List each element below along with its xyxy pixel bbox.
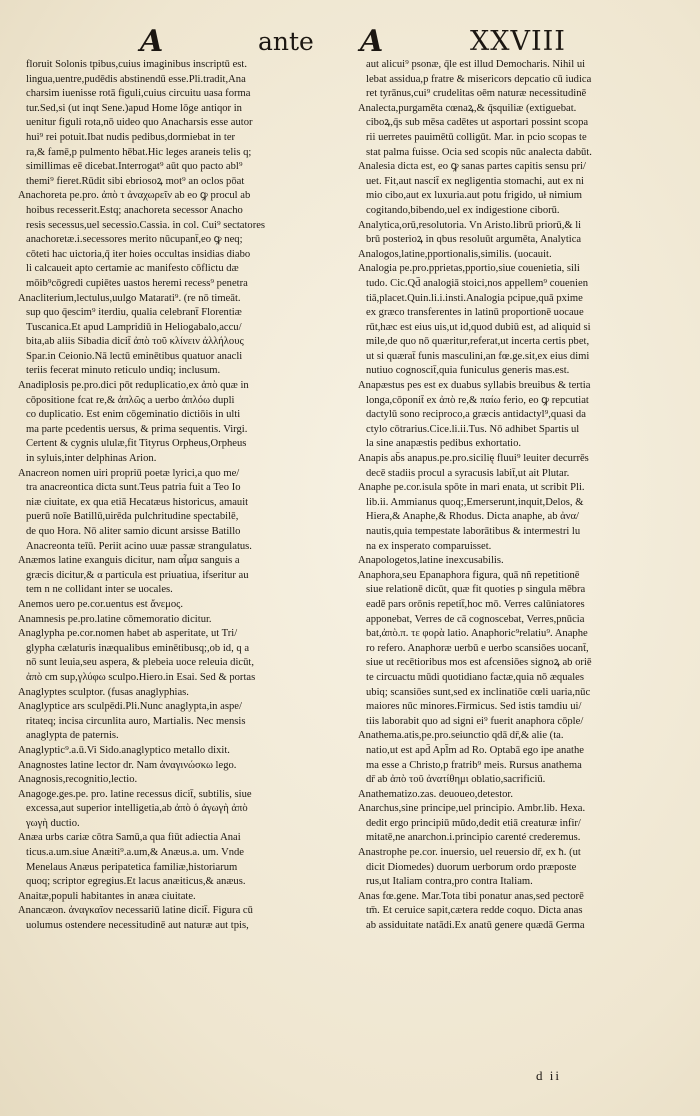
entry-headword-line: Anaglyptes sculptor. (fusas anaglyphias. [18,686,189,698]
text-line: brū posterioꝝ in qbus resoluūt argumēta, Analytica [366,234,582,246]
text-line: decē stadiis procul a syracusis labit̄,ut ait Plutar. [366,467,570,479]
text-line: niæ ciuitate, ex qua etiā Hecatæus historicus, amauit [26,496,249,508]
text-line: tudo. Cic.Qd̄ analogiā stoici,nos appellem⁹ couenien [366,277,588,289]
header-word: ante [258,27,314,56]
entry-headword-line: Anaglyptice ars sculpēdi.Pli.Nunc anaglypta,in aspe/ [18,701,242,713]
entry-headword-line: Anapis ab̄s anapus.pe.pro.sicilię fluui⁹ leuiter decurrēs [358,453,589,465]
text-line: maiores nūc minores.Firmicus. Sed istis tamdiu ui/ [366,701,582,713]
text-line: siue relationē dicūt, quæ fit quoties p singula mēbra [366,584,586,596]
text-line: dedit ergo principiū mūdo,dedit etiā creaturæ infir/ [366,817,581,829]
entry-headword-line: Anapæstus pes est ex duabus syllabis breuibus & tertia [358,380,591,392]
text-line: ctylo cōtrarius.Cice.li.ii.Tus. Nō adhibet Spartis ul [366,423,580,435]
text-line: ma esse a Christo,p fratrib⁹ meis. Rursus anathema [366,759,582,771]
text-line: ret tyrānus,cui⁹ crudelitas oēm naturæ necessitudinē [366,88,587,100]
entry-headword-line: Anagnosis,recognitio,lectio. [18,774,138,786]
entry-headword-line: Analogia pe.pro.pprietas,pportio,siue couenietia, sili [358,263,580,275]
entry-headword-line: Anagoge.ges.pe. pro. latine recessus dicit̄, subtilis, siue [18,788,252,800]
text-line: ticus.a.um.siue Anæiti⁹.a.um,& Anæus.a. um. Vnde [26,847,245,859]
text-line: dactylū sono reciproco,a græcis antidactyl⁹,quasi da [366,409,586,421]
text-line: rus,ut Italiam contra,pro contra Italiam. [366,876,533,888]
text-line: Spar.in Ceionio.Nā lectū eminētibus quatuor anacli [26,350,243,362]
text-line: nautis,quia tempestate laborātibus & intermestri lu [366,526,581,537]
text-line: rūt,hæc est eius uis,ut id,quod dubiū est, ad aliquid si [366,321,591,333]
text-line: Tuscanica.Et apud Lampridiū in Heliogabalo,accu/ [26,321,242,333]
text-line: uolumus ostendere necessitudinē aut naturæ aut tpis, [26,920,249,932]
text-line: ciboꝝ,q̄s sub mēsa cadētes ut asportari possint scopa [366,117,589,129]
entry-headword-line: Anamnesis pe.pro.latine cōmemoratio dicitur. [18,613,212,625]
entry-headword-line: Anapologetos,latine inexcusabilis. [358,555,504,567]
entry-headword-line: Anaphora,seu Epanaphora figura, quā nñ repetitionē [358,569,580,581]
entry-headword-line: Anachoreta pe.pro. ἀπὸ τ ἀναχωρεῖν ab eo ꝙ procul ab [18,190,251,202]
text-line: ἀπὸ cm sup,γλύφω sculpo.Hiero.in Esai. Sed & portas [26,671,256,683]
text-line: uet. Fit,aut nascit̄ ex negligentia stomachi, aut ex ni [366,175,584,187]
text-line: stat palma fuisse. Ocia sed scopis nūc analecta dabūt. [366,146,592,158]
text-line: ut si quærat̄ funis masculini,an fœ.ge.sit,ex eius dimi [366,350,590,362]
text-line: anachoretæ.i.secessores merito nūcupant̄,eo ꝙ neq; [26,234,243,246]
text-line: Certent & cygnis ululæ,fit Tityrus Orpheus,Orpheus [26,438,247,450]
text-line: γωγὴ ductio. [26,817,80,829]
text-line: aut alicui⁹ psonæ, q̄le est illud Democharis. Nihil ui [366,59,586,70]
text-line: græcis dicitur,& α particula est priuatiua, ifseritur au [26,569,249,581]
text-line: cōteti hac uictoria,q̄ iter hoies occultas insidias diabo [26,248,251,260]
text-line: puerū noīe Batillū,uirēda pulchritudine spectabilē, [26,511,239,523]
text-line: rii uerretes pauimētū colligūt. Mar. in pcio scopas te [366,131,587,143]
text-line: ab assiduitate natādi.Ex anatū genere quædā Germa [366,920,585,932]
text-line: in syluis,inter delphinas Arion. [26,453,157,465]
text-line: hui⁹ rei potuit.Ibat nudis pedibus,dormiebat in ter [26,131,236,143]
text-line: hoibus recesserit.Estq; anachoreta secessor Anacho [26,204,243,216]
text-line: Menelaus Anæus peripatetica familiæ,historiarum [26,861,238,873]
entry-headword-line: Analesia dicta est, eo ꝙ sanas partes capitis sensu pri/ [358,161,587,173]
header-initial-left: A [140,24,164,59]
text-line: uenitur figuli rota,nō uideo quo Anacharsis esse autor [26,117,253,129]
text-line: glypha cælaturis inæqualibus eminētibusq;,ob id, q a [26,642,250,654]
text-line: li calcaueit apto certamie ac manifesto cōflictu dæ [26,263,239,275]
text-line: dicit Diomedes) duorum uerborum ordo præposte [366,861,577,873]
entry-headword-line: Anæmos latine exanguis dicitur, nam αἷμα sanguis a [18,555,240,567]
text-line: tra anacreontica dicta sunt.Teus patria fuit a Teo Io [26,482,241,494]
text-line: ex græco transferentes in latinū proportionē uocaue [366,307,584,319]
text-line: Anacreonta teīū. Periit acino uuæ passæ strangulatus. [26,540,252,552]
text-line: ma parte pcedentis uersus, & prima sequentis. Virgi. [26,423,248,435]
text-line: bat,ἀπὸ.π. τε φορὰ latio. Anaphoric⁹relatiu⁹. Anaphe [366,628,588,640]
text-line: anaglypta de paternis. [26,730,119,742]
entry-headword-line: Anagnostes latine lector dr. Nam ἀναγινώσκω lego. [18,759,237,771]
text-line: cōpositione fcat re,& ἁπλῶς a uerbo ἁπλόω dupli [26,394,235,406]
text-line: quoq; scriptor egregius.Et lacus anæiticus,& anæus. [26,876,246,888]
text-line: resis secessus,uel secessio.Cassia. in col. Cui⁹ sectatores [26,219,266,231]
text-line: teriis fecerat minuto reticulo undiq; inclusum. [26,365,221,377]
text-column-left [18,58,320,934]
text-line: ritateq; incisa circunlita auro, Martialis. Nec mensis [26,715,246,727]
folio-number: XXVIII [470,26,566,57]
running-header [140,22,660,62]
text-line: lebat assidua,p fratre & misericors depcatio cū iudica [366,73,592,85]
text-line: mitatē,ne anarchon.i.principio carenté crederemus. [366,832,581,844]
text-line: nutiuo cognoscit̄,quia funiculus generis mas.est. [366,365,570,377]
text-line: natio,ut est apd̄ Apl̄m ad Ro. Optabā ego ipe anathe [366,744,584,756]
entry-headword-line: Anaphe pe.cor.isula spōte in mari enata, ut scribit Pli. [358,482,585,494]
text-line: bita,ab aliis Sibadia dicit̄ ἀπὸ τοῦ κλίνειν ἀλλήλους [26,336,244,348]
entry-headword-line: Analytica,orū,resolutoria. Vn Aristo.librū priorū,& li [358,219,582,231]
text-line: dr̄ ab ἀπὸ τοῦ ἀνατίθημι oblatio,sacrificiū. [366,774,546,786]
text-line: longa,cōponit̄ ex ἀπὸ re,& παίω ferio, eo ꝙ repcutiat [366,394,589,406]
text-line: tiā,placet.Quin.li.i.insti.Analogia pcipue,quā pxime [366,292,583,304]
entry-headword-line: Analecta,purgamēta cœnaꝝ,& q̄squiliæ (extiguebat. [358,102,577,114]
text-line: siue ut recētioribus mos est afcensiōes signoꝝ ab oriē [366,657,592,669]
text-line: mio cibo,aut ex luxuria.aut potu frigido, uł nimium [366,190,582,202]
text-line: na ex insperato comparuisset. [366,540,492,552]
header-initial-right: A [360,24,384,59]
text-line: de quo Hora. Nō aliter samio dicunt arsisse Batillo [26,526,241,537]
entry-headword-line: Anancæon. ἀναγκαῖον necessariū latine dicit̄. Figura cū [18,905,253,917]
text-line: lingua,uentre,pudēdis abstinendū esse.Pli.tradit,Ana [26,73,246,85]
text-line: cogitando,bibendo,uel ex indigestione ciborū. [366,204,560,216]
entry-headword-line: Anarchus,sine principe,uel principio. Ambr.lib. Hexa. [358,803,586,815]
entry-headword-line: Anathema.atis,pe.pro.seiunctio qdā dr̄,& alie (ta. [358,730,564,742]
text-line: simillimas eē dicebat.Interrogat⁹ aūt quo pacto abl⁹ [26,161,243,173]
text-column-right [358,58,664,934]
text-line: tem n ne collidant inter se uocales. [26,584,173,596]
entry-headword-line: Anaitæ,populi habitantes in anæa ciuitate. [18,890,196,902]
text-line: mile,de quo nō quæritur,referat,ut incerta certis pbet, [366,336,590,348]
entry-headword-line: Analogos,latine,pportionalis,similis. (uocauit. [358,248,552,260]
text-line: tur.Sed,si (ut inqt Sene.)apud Home lōge antiqor in [26,102,242,114]
signature-mark: d ii [536,1068,561,1083]
entry-headword-line: Anacliterium,lectulus,uulgo Matarati⁹. (re nō timeāt. [18,292,241,304]
entry-headword-line: Anastrophe pe.cor. inuersio, uel reuersio dr̄, ex ħ. (ut [358,847,581,859]
text-line: lib.ii. Ammianus quoq;,Emerserunt,inquit,Delos, & [366,496,584,508]
entry-headword-line: Anathematizo.zas. deuoueo,detestor. [358,788,514,800]
entry-headword-line: Anadiplosis pe.pro.dici pōt reduplicatio,ex ἀπὸ quæ in [18,380,249,392]
text-line: co duplicatio. Est enim cōgeminatio dictiōis in ulti [26,409,241,421]
text-line: apponebat, Verres de cā cognoscebat, Verres,pnūcia [366,613,585,625]
text-line: mōib⁹cōgredi cupiētes uastos heremi recess⁹ penetra [26,277,248,289]
text-line: floruit Solonis tpibus,cuius imaginibus inscriptū est. [26,59,247,70]
entry-headword-line: Anæa urbs cariæ cōtra Samū,a qua fiūt adiectia Anai [18,832,241,844]
entry-headword-line: Anaglyptic⁹.a.ū.Vi Sido.anaglyptico metallo dixit. [18,744,230,756]
text-line: la sine anapæstis pedibus exhortatio. [366,438,522,450]
entry-headword-line: Anacreon nomen uiri propriū poetæ lyrici,a quo me/ [18,467,240,479]
text-line: ubiq; scansiōes sunt,sed ex inclinatiōe cœli uaria,nūc [366,686,591,698]
text-line: eadē pars orōnis repetit̄,hoc mō. Verres calūniatores [366,598,585,610]
text-line: te circuactu mūdi quotidiano factæ,quia nō æquales [366,671,584,683]
entry-headword-line: Anas fœ.gene. Mar.Tota tibi ponatur anas,sed pectorē [358,890,584,902]
text-line: sup quo q̄escim⁹ iterdiu, qualia celebrant̄ Florentiæ [26,307,242,319]
text-line: ro refero. Anaphoræ uerbū e uerbo scansiōes uocant̄, [366,642,589,654]
entry-headword-line: Anemos uero pe.cor.uentus est ἄνεμος. [18,598,183,610]
text-line: tiis laborabit quo ad signi ei⁹ fuerit anaphora cōple/ [366,715,584,727]
text-line: themi⁹ fieret.Rūdit sibi ebriosoꝝ mot⁹ an oclos pōat [26,175,245,187]
text-line: ra,& famē,p pulmento hēbat.Hic leges araneis telis q; [26,146,252,158]
entry-headword-line: Anaglypha pe.cor.nomen habet ab asperitate, ut Tri/ [18,628,238,640]
text-line: Hiera,& Anaphe,& Rhodus. Dicta anaphe, ab ἀνα/ [366,511,579,523]
text-line: excessa,aut superior intelligetia,ab ἀπὸ ὁ ἀγωγὴ ἀπὸ [26,803,248,815]
text-line: nō sunt leuia,seu aspera, & plebeia uoce releuia dicūt, [26,657,254,669]
text-line: tm̄. Et ceruice sapit,cætera redde coquo. Dicta anas [366,905,583,917]
text-line: charsim iuenisse rotā figuli,cuius circuitu uasa forma [26,88,251,100]
